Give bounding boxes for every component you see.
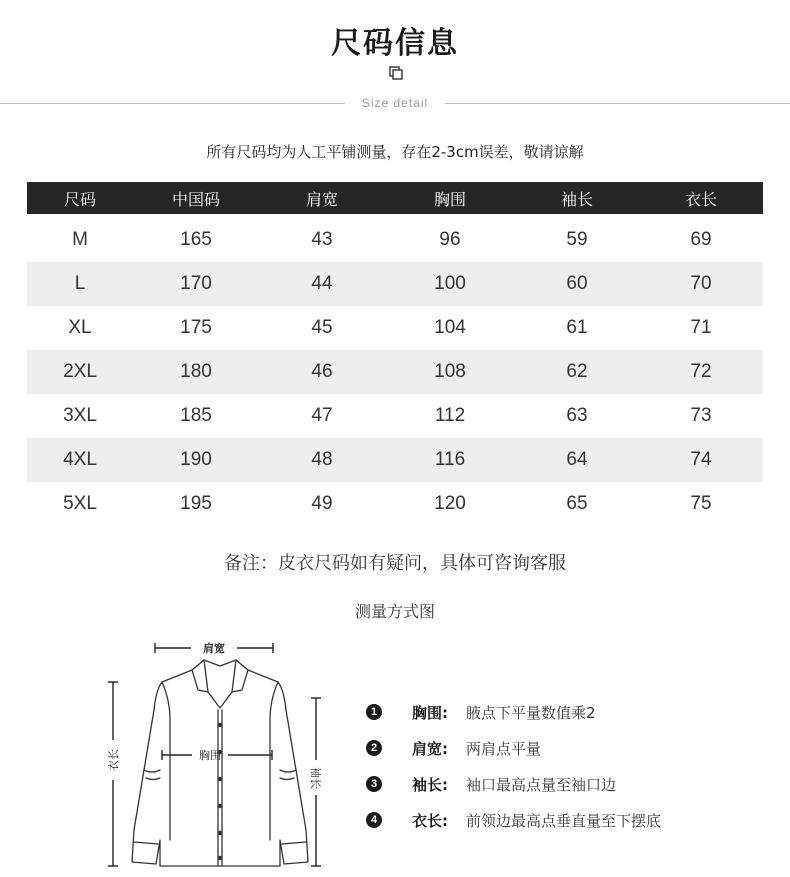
- table-cell: 61: [566, 317, 588, 338]
- page-title: 尺码信息: [331, 26, 459, 61]
- measurement-desc: 腋点下平量数值乘2: [466, 703, 596, 722]
- size-table: [27, 182, 763, 526]
- table-cell: 60: [566, 273, 588, 294]
- table-cell: 65: [566, 493, 588, 514]
- table-cell: 71: [690, 317, 712, 338]
- number-badge: 4: [366, 812, 382, 828]
- table-row: [27, 394, 763, 438]
- number-badge: 1: [366, 704, 382, 720]
- table-cell: 104: [434, 317, 466, 338]
- divider-line-left: [0, 103, 345, 104]
- list-item: [366, 730, 661, 766]
- list-item: [366, 802, 661, 838]
- column-header: 衣长: [684, 189, 717, 209]
- shoulder-label: 肩宽: [203, 642, 225, 655]
- table-cell: 75: [690, 493, 712, 514]
- shirt-diagram: [100, 630, 340, 875]
- measurement-note: 所有尺码均为人工平铺测量，存在2-3cm误差，敬请谅解: [206, 143, 584, 161]
- table-cell: 2XL: [63, 361, 97, 382]
- table-cell: 5XL: [63, 493, 97, 514]
- sleeve-label: 袖长: [309, 767, 322, 789]
- column-header: 肩宽: [305, 189, 338, 209]
- measurement-name: 肩宽:: [412, 739, 448, 758]
- table-cell: 59: [566, 229, 588, 250]
- column-header: 尺码: [63, 189, 96, 209]
- column-header: 中国码: [171, 189, 220, 209]
- remark-text: 备注：皮衣尺码如有疑问，具体可咨询客服: [224, 553, 566, 574]
- table-cell: M: [72, 229, 88, 250]
- table-cell: 73: [690, 405, 712, 426]
- table-cell: 64: [566, 449, 588, 470]
- table-cell: 47: [311, 405, 333, 426]
- table-row: [27, 482, 763, 526]
- number-badge: 3: [366, 776, 382, 792]
- measurement-name: 胸围:: [412, 703, 448, 722]
- list-item: [366, 766, 661, 802]
- table-cell: 72: [690, 361, 712, 382]
- measurement-name: 衣长:: [412, 811, 448, 830]
- table-cell: 74: [690, 449, 712, 470]
- table-cell: XL: [68, 317, 92, 338]
- measurement-name: 袖长:: [412, 775, 448, 794]
- table-header: [27, 182, 763, 214]
- table-cell: 116: [434, 449, 466, 470]
- section-subtitle: Size detail: [361, 96, 429, 110]
- measurement-desc: 前领边最高点垂直量至下摆底: [466, 811, 662, 830]
- table-cell: 62: [566, 361, 588, 382]
- chest-label: 胸围: [199, 749, 221, 762]
- table-cell: 46: [311, 361, 333, 382]
- table-cell: 3XL: [63, 405, 97, 426]
- table-cell: L: [74, 273, 86, 294]
- measurement-desc: 两肩点平量: [466, 739, 542, 758]
- table-cell: 70: [690, 273, 712, 294]
- copy-icon: [389, 66, 403, 80]
- table-cell: 180: [180, 361, 212, 382]
- table-cell: 175: [180, 317, 212, 338]
- table-cell: 112: [434, 405, 466, 426]
- table-cell: 100: [434, 273, 466, 294]
- table-cell: 69: [690, 229, 712, 250]
- measurement-list: [366, 694, 661, 838]
- table-row: [27, 438, 763, 482]
- diagram-title: 测量方式图: [354, 602, 435, 621]
- table-cell: 185: [180, 405, 212, 426]
- table-cell: 96: [439, 229, 461, 250]
- table-cell: 120: [434, 493, 466, 514]
- measurement-desc: 袖口最高点量至袖口边: [466, 775, 617, 794]
- table-row: [27, 262, 763, 306]
- table-cell: 48: [311, 449, 333, 470]
- table-cell: 165: [180, 229, 212, 250]
- table-cell: 170: [180, 273, 212, 294]
- table-row: [27, 306, 763, 350]
- table-cell: 63: [566, 405, 588, 426]
- table-cell: 108: [434, 361, 466, 382]
- number-badge: 2: [366, 740, 382, 756]
- table-cell: 45: [311, 317, 333, 338]
- column-header: 胸围: [433, 189, 466, 209]
- length-label: 衣长: [107, 749, 120, 771]
- table-cell: 43: [311, 229, 333, 250]
- table-row: [27, 350, 763, 394]
- table-cell: 195: [180, 493, 212, 514]
- table-cell: 190: [180, 449, 212, 470]
- column-header: 袖长: [560, 189, 593, 209]
- table-cell: 4XL: [63, 449, 97, 470]
- divider-line-right: [445, 103, 790, 104]
- table-cell: 49: [311, 493, 333, 514]
- list-item: [366, 694, 661, 730]
- table-cell: 44: [311, 273, 333, 294]
- table-row: [27, 218, 763, 262]
